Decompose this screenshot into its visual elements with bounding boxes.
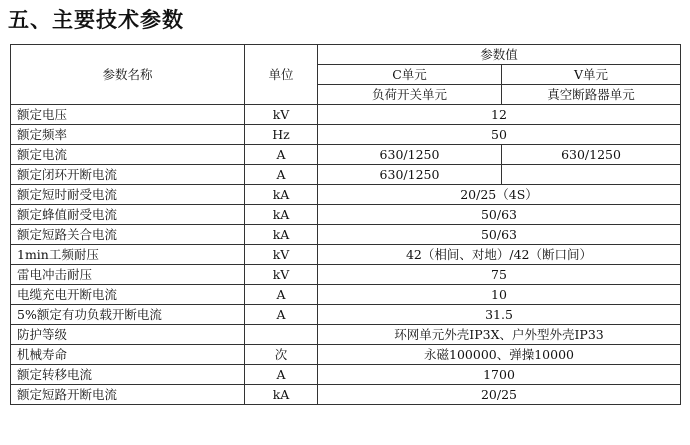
row-value: 永磁100000、弹操10000 <box>318 345 681 365</box>
row-unit: A <box>245 305 318 325</box>
table-row <box>11 105 681 125</box>
header-c-unit-sub: 负荷开关单元 <box>318 85 502 105</box>
row-value-v <box>502 165 681 185</box>
row-unit: kA <box>245 225 318 245</box>
header-row-1 <box>11 45 681 65</box>
row-value: 12 <box>318 105 681 125</box>
row-value: 50 <box>318 125 681 145</box>
header-v-unit-sub: 真空断路器单元 <box>502 85 681 105</box>
row-name: 额定闭环开断电流 <box>11 165 245 185</box>
table-row <box>11 145 681 165</box>
row-value: 75 <box>318 265 681 285</box>
table-row <box>11 365 681 385</box>
table-row <box>11 205 681 225</box>
row-name: 电缆充电开断电流 <box>11 285 245 305</box>
row-value: 50/63 <box>318 225 681 245</box>
row-name: 额定蜂值耐受电流 <box>11 205 245 225</box>
row-value: 10 <box>318 285 681 305</box>
row-unit <box>245 325 318 345</box>
table-row <box>11 225 681 245</box>
row-unit: A <box>245 365 318 385</box>
row-value: 31.5 <box>318 305 681 325</box>
row-unit: Hz <box>245 125 318 145</box>
row-unit: 次 <box>245 345 318 365</box>
table-row <box>11 125 681 145</box>
row-unit: kV <box>245 265 318 285</box>
row-unit: A <box>245 165 318 185</box>
row-name: 额定频率 <box>11 125 245 145</box>
table-row <box>11 265 681 285</box>
row-name: 额定转移电流 <box>11 365 245 385</box>
header-c-unit: C单元 <box>318 65 502 85</box>
row-unit: kV <box>245 245 318 265</box>
row-name: 额定短路关合电流 <box>11 225 245 245</box>
row-unit: kA <box>245 185 318 205</box>
row-name: 额定电流 <box>11 145 245 165</box>
section-title: 五、主要技术参数 <box>8 8 184 32</box>
row-name: 机械寿命 <box>11 345 245 365</box>
table-row <box>11 245 681 265</box>
row-name: 额定短路开断电流 <box>11 385 245 405</box>
row-value: 50/63 <box>318 205 681 225</box>
row-value-c: 630/1250 <box>318 145 502 165</box>
row-value-c: 630/1250 <box>318 165 502 185</box>
header-value-group: 参数值 <box>318 45 681 65</box>
row-name: 5%额定有功负载开断电流 <box>11 305 245 325</box>
header-param-name: 参数名称 <box>11 45 245 105</box>
row-unit: kA <box>245 385 318 405</box>
header-v-unit: V单元 <box>502 65 681 85</box>
table-row <box>11 285 681 305</box>
row-unit: A <box>245 145 318 165</box>
row-unit: kV <box>245 105 318 125</box>
row-name: 雷电冲击耐压 <box>11 265 245 285</box>
table-row <box>11 345 681 365</box>
row-name: 防护等级 <box>11 325 245 345</box>
row-unit: A <box>245 285 318 305</box>
table-row <box>11 185 681 205</box>
header-unit: 单位 <box>245 45 318 105</box>
spec-table <box>10 44 681 405</box>
table-row <box>11 165 681 185</box>
row-name: 额定电压 <box>11 105 245 125</box>
table-row <box>11 305 681 325</box>
row-value: 20/25（4S） <box>318 185 681 205</box>
row-value: 42（相间、对地）/42（断口间） <box>318 245 681 265</box>
row-name: 1min工频耐压 <box>11 245 245 265</box>
row-unit: kA <box>245 205 318 225</box>
table-row <box>11 325 681 345</box>
row-value-v: 630/1250 <box>502 145 681 165</box>
row-value: 环网单元外壳IP3X、户外型外壳IP33 <box>318 325 681 345</box>
row-name: 额定短时耐受电流 <box>11 185 245 205</box>
table-row <box>11 385 681 405</box>
row-value: 1700 <box>318 365 681 385</box>
row-value: 20/25 <box>318 385 681 405</box>
